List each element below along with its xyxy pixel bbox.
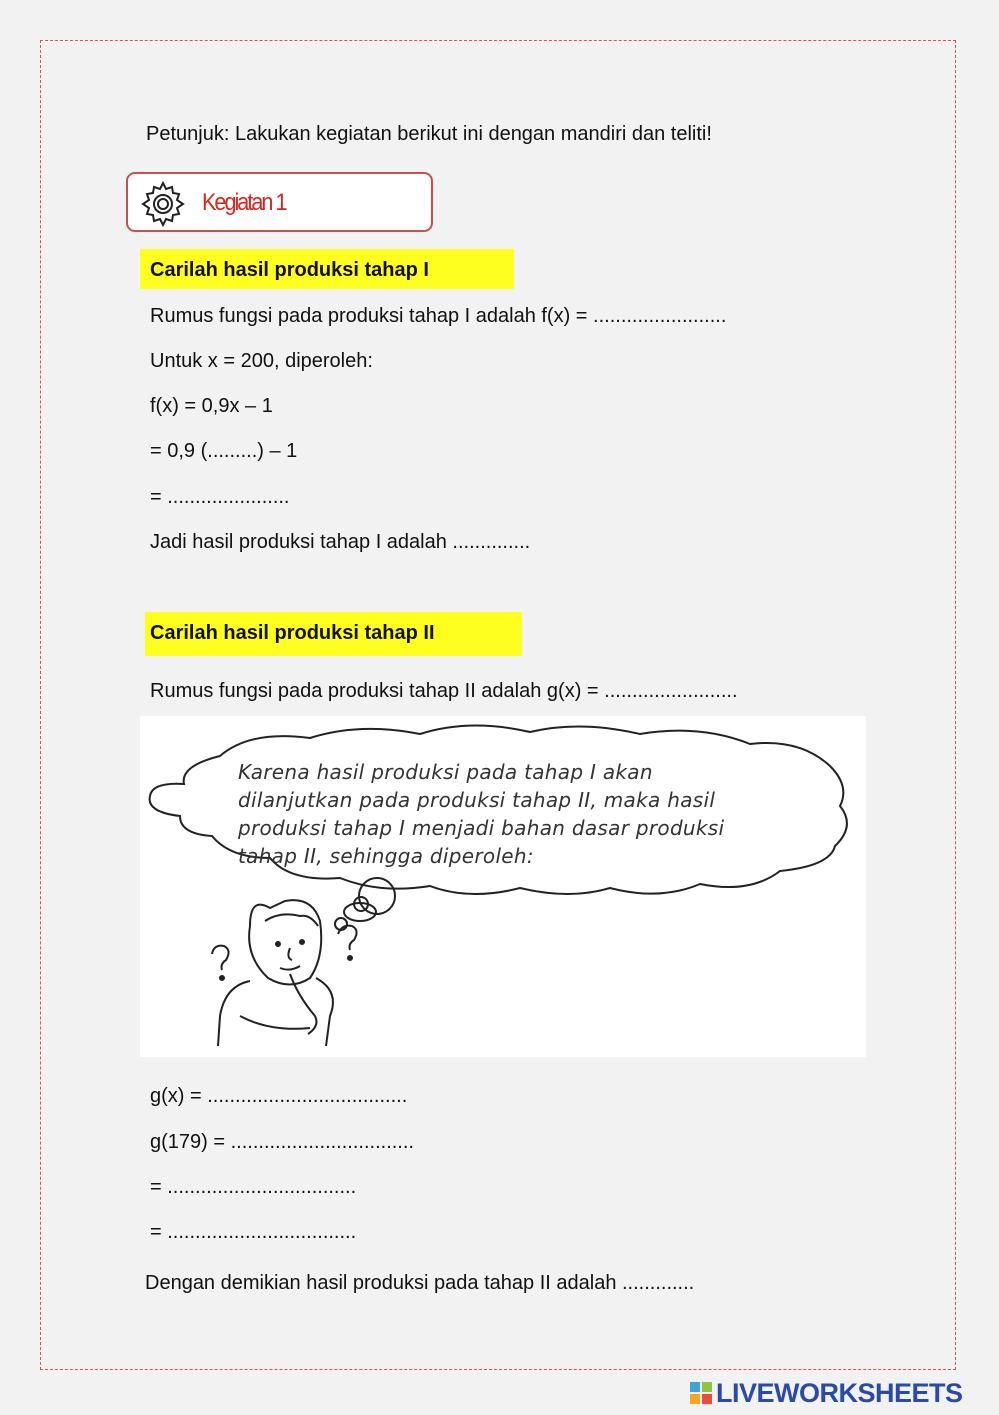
bubble-line: dilanjutkan pada produksi tahap II, maka hasil	[238, 788, 716, 812]
thinking-illustration	[140, 716, 866, 1057]
section2-conclusion: Dengan demikian hasil produksi pada tahap II adalah .............	[145, 1272, 695, 1294]
logo-mark	[690, 1382, 712, 1404]
section1-line: = ......................	[150, 486, 290, 508]
bubble-line: tahap II, sehingga diperoleh:	[238, 844, 534, 868]
activity-label: Kegiatan 1	[202, 189, 286, 216]
section2-line: g(179) = .................................	[150, 1131, 414, 1153]
section1-line: Rumus fungsi pada produksi tahap I adalah f(x) = ........................	[150, 305, 727, 327]
logo-square	[690, 1382, 700, 1392]
thought-bubble-text	[238, 758, 838, 870]
section1-line: f(x) = 0,9x – 1	[150, 395, 273, 417]
section2-line: g(x) = ....................................	[150, 1085, 408, 1107]
section1-line: Untuk x = 200, diperoleh:	[150, 350, 373, 372]
logo-square	[690, 1394, 700, 1404]
gear-icon	[138, 179, 188, 229]
section2-line: = ..................................	[150, 1221, 357, 1243]
logo-square	[702, 1382, 712, 1392]
activity-badge	[126, 172, 433, 232]
section1-heading: Carilah hasil produksi tahap I	[140, 249, 514, 289]
section1-line: = 0,9 (.........) – 1	[150, 440, 298, 462]
section2-heading: Carilah hasil produksi tahap II	[145, 612, 522, 656]
liveworksheets-logo	[690, 1376, 963, 1410]
section2-formula-line: Rumus fungsi pada produksi tahap II adalah g(x) = ........................	[150, 680, 738, 702]
worksheet-border	[40, 40, 956, 1370]
bubble-line: produksi tahap I menjadi bahan dasar produksi	[238, 816, 725, 840]
brand-name: LIVEWORKSHEETS	[716, 1377, 963, 1408]
logo-square	[702, 1394, 712, 1404]
instruction-text: Petunjuk: Lakukan kegiatan berikut ini dengan mandiri dan teliti!	[146, 123, 712, 145]
bubble-line: Karena hasil produksi pada tahap I akan	[238, 760, 653, 784]
section2-line: = ..................................	[150, 1176, 357, 1198]
section1-conclusion: Jadi hasil produksi tahap I adalah ..............	[150, 531, 531, 553]
